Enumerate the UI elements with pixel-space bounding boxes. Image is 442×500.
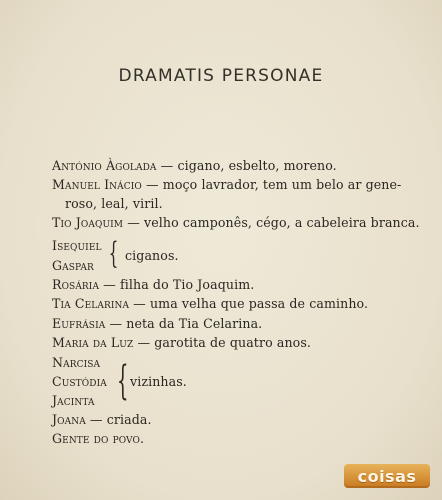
character-name: Gente do povo. <box>52 431 145 446</box>
group-label-ciganos: ciganos. <box>125 248 179 263</box>
watermark-text: coisas <box>357 466 417 486</box>
character-description: — uma velha que passa de caminho. <box>133 296 369 311</box>
character-entry <box>52 177 401 193</box>
character-name: Narcisa <box>52 355 101 370</box>
character-entry <box>52 412 152 428</box>
coisas-watermark-logo <box>344 464 430 488</box>
character-description: — cigano, esbelto, moreno. <box>160 158 337 173</box>
character-name: António Àgolada <box>52 158 157 173</box>
character-entry <box>52 215 420 231</box>
group-label-vizinhas: vizinhas. <box>130 374 187 389</box>
character-entry <box>52 316 262 332</box>
character-description: — filha do Tio Joaquim. <box>103 277 255 292</box>
character-entry <box>52 158 337 174</box>
brace-ciganos: { <box>108 236 119 271</box>
character-name: Maria da Luz <box>52 335 134 350</box>
character-entry <box>52 258 94 274</box>
character-name: Gaspar <box>52 258 94 273</box>
character-entry <box>52 374 107 390</box>
character-entry <box>52 355 100 371</box>
character-description: — velho camponês, cégo, a cabeleira branca. <box>127 215 420 230</box>
character-name: Eufrásia <box>52 316 106 331</box>
character-description: — criada. <box>89 412 152 427</box>
character-name: Joana <box>52 412 86 427</box>
brace-vizinhas: { <box>116 358 129 404</box>
character-name: Jacinta <box>52 393 95 408</box>
character-name: Custódia <box>52 374 107 389</box>
character-name: Tia Celarina <box>52 296 130 311</box>
character-name: Manuel Inácio <box>52 177 142 192</box>
character-description: — neta da Tia Celarina. <box>109 316 263 331</box>
character-description: — garotita de quatro anos. <box>137 335 312 350</box>
character-description-continuation: roso, leal, viril. <box>65 196 163 211</box>
character-name: Isequiel <box>52 238 102 253</box>
character-entry <box>52 335 311 351</box>
character-name: Tio Joaquim <box>52 215 124 230</box>
character-description: — moço lavrador, tem um belo ar gene- <box>145 177 402 192</box>
character-entry <box>52 431 144 447</box>
character-entry <box>52 393 95 409</box>
page-title: DRAMATIS PERSONAE <box>118 66 324 86</box>
character-entry <box>52 296 368 312</box>
character-name: Rosária <box>52 277 100 292</box>
character-entry <box>52 238 102 254</box>
character-entry <box>52 277 254 293</box>
